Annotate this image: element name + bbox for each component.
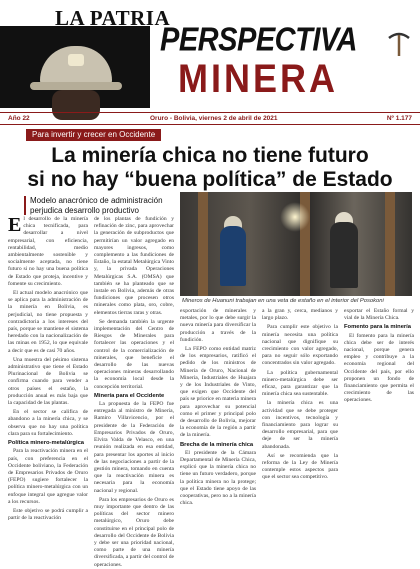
section-heading: Política minero-metalúrgica <box>8 440 85 447</box>
paragraph: Para cumplir este objetivo la minería necesita una política nacional que dignifique su crecimiento con valor agregado, para no seguir sólo exportando concentrados sin valor agregado. <box>262 324 338 367</box>
paragraph: La propuesta de la FEPO fue entregada al ministro de Minería, Ramiro Villavicencio, por el presidente de la Federación de Empresarios Privados de Oruro, Elvira Valda de Velasco, en una reunión realizada en esa entidad, para presentar los aportes al inicio de las negociaciones a partir de la gestión minera, tomando en cuenta que la reactivación minera es necesaria para la economía nacional y regional. <box>94 401 174 494</box>
section-title-perspectiva: PERSPECTIVA <box>160 21 358 59</box>
article-headline <box>0 144 420 192</box>
paragraph: La política gubernamental minero-metalúrgica debe ser eficaz, para garantizar que la minería chica sea sustentable. <box>262 369 338 398</box>
article-column-3 <box>180 308 256 509</box>
paragraph: la minería chica es una actividad que se debe proteger con incentivos, tecnología y financiamiento para lograr su desarrollo empresarial, para que deje de ser la minería abandonada. <box>262 400 338 450</box>
paragraph: El fomento para la minería chica debe ser de interés nacional, porque genera empleo y contribuye a la economía regional del Occidente del país, por ello proponen un fondo de financiamiento que permita el crecimiento de las operaciones. <box>344 332 414 404</box>
paragraph: exportación de minerales y metales, por lo que debe surgir la nueva minería para diversificar la producción a través de la fundición. <box>180 308 256 343</box>
section-heading: Fomento para la minería <box>344 324 412 331</box>
article-column-1 <box>8 214 88 522</box>
pickaxe-icon <box>385 30 413 58</box>
info-strip <box>0 112 420 125</box>
paragraph: Así se recomienda que la reforma de la Ley de Minería contemple estos aspectos para que el sector sea competitivo. <box>262 452 338 481</box>
date-label: Oruro - Bolivia, viernes 2 de abril de 2021 <box>150 115 278 122</box>
paragraph: Una muestra del pésimo sistema administrativo que tiene el Estado Plurinacional de Bolivia se confirma cuando para vender a otros países el estaño, la producción anual es más baja que la capacidad de las plantas. <box>8 356 88 407</box>
paragraph: Se demanda también la urgente implementación del Centro de Riesgos de Minerales para fortalecer las operaciones y el control de la comercialización de minerales, que beneficie el desarrollo de las nuevas operaciones mineras desarrollando la economía local desde la concepción territorial. <box>94 318 174 390</box>
article-column-5 <box>344 308 414 407</box>
headline-line-2: si no hay “buena política” de Estado <box>27 168 393 191</box>
paragraph: La FEPO como entidad matriz de los empresarios, ratificó el pedido de los ministros de Minería de Oruro, Nacional de Minería, Industriales de Huajara y de los Industriales de Vinto, que exigen que Occidente del país se priorice en materia minera para aprovechar su potencial como el primer y principal polo de desarrollo de Bolivia, mejorar la economía de la región a partir de la minería. <box>180 346 256 439</box>
article-subhead: Modelo anacrónico de administración perjudica desarrollo productivo <box>24 196 194 215</box>
paragraph: El presidente de la Cámara Departamental de Minería Chica, explicó que la minería chica no tiene un futuro verdadero, porque la política minera no la protege; que el Estado tiene apoyo de las cooperativas, pero no a la minería chica. <box>180 449 256 507</box>
year-label: Año 22 <box>8 115 30 122</box>
newspaper-title: LA PATRIA <box>55 6 171 30</box>
issue-number: Nº 1.177 <box>386 115 412 122</box>
paragraph: Para la reactivación minera en el país, con preferencia en el Occidente boliviano, la Federación de Empresarios Privados de Oruro (FEPO) sugiere fortalecer la política minero-metalúrgica con un enfoque integral que agregue valor a los recursos. <box>8 448 88 505</box>
section-heading: Minería para el Occidente <box>94 392 165 399</box>
article-column-2 <box>94 216 174 568</box>
paragraph: En el sector se califica de abandono a la minería chica, y se observa que no hay una política clara para su fortalecimiento. <box>8 409 88 437</box>
paragraph: a la gran y, cerca, medianos y largo plazo. <box>262 308 338 322</box>
paragraph: Para los empresarios de Oruro es muy importante que dentro de las políticas del sector minero metalúrgico, Oruro debe constituirse en el principal polo de desarrollo del Occidente de Bolivia y debe ser una prioridad nacional, como parte de una minería diversificada, a partir del control de operaciones. <box>94 496 174 568</box>
article-column-4 <box>262 308 338 484</box>
paragraph: de los plantas de fundición y refinación de zinc, para aprovechar la generación de subproductos que permitirían un valor agregado en mayores ingresos, como complemento a las fundiciones de Estaño, la estatal Metalúrgica Vinto y, la privada Operaciones Metalúrgicas S.A. (OMSA) que también se ha planteado que se instale en Bolivia, además de otras fundiciones que procesen otros minerales como plata, oro, cobre, elementos tierras raras y otras. <box>94 216 174 316</box>
section-title-minera: MINERA <box>178 55 338 101</box>
paragraph: Este objetivo se podrá cumplir a partir de la reactivación <box>8 507 88 522</box>
masthead <box>0 0 420 108</box>
article-photo <box>180 192 412 296</box>
section-heading: Brecha de la minería chica <box>180 441 254 448</box>
drop-cap: E <box>8 214 22 236</box>
article-kicker: Para invertir y crecer en Occidente <box>26 129 161 141</box>
headline-line-1: La minería chica no tiene futuro <box>51 144 369 167</box>
photo-caption: Mineros de Huanuni trabajan en una veta de estaño en el interior del Posokoni <box>182 298 384 304</box>
paragraph: l desarrollo de la minería chica tecnificada, para desarrollar a nivel empresarial, con eficiencia, rentabilidad, medio ambientalmente sostenible y socialmente aceptada, no tiene futuro si no hay una buena política de Estado que proteja, incentive y fomente su crecimiento. <box>8 216 88 287</box>
masthead-miner-image <box>0 26 150 108</box>
paragraph: exportar el Estaño formal y vial de la Minería Chica. <box>344 308 414 322</box>
paragraph: El actual modelo anacrónico que se aplica para la administración de la minería en Bolivia, es perjudicial, no tiene propuesta y contradictoria a los intereses del país, porque se mantiene el sistema heredado con la nacionalización de las minas en 1952, lo que equivale a decir que es de casi 70 años. <box>8 290 88 354</box>
